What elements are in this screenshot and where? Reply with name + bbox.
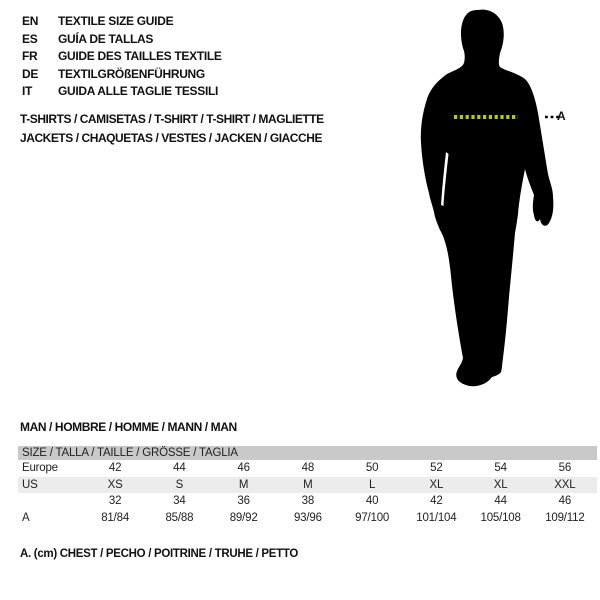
gender-heading: MAN / HOMBRE / HOMME / MANN / MAN xyxy=(20,420,237,434)
size-cell: 40 xyxy=(365,495,379,508)
size-cell: XXL xyxy=(533,477,597,494)
man-body-shape xyxy=(421,10,554,387)
size-cell: XL xyxy=(404,477,468,494)
size-cell: 93/96 xyxy=(293,511,322,524)
size-cell: 56 xyxy=(558,462,572,475)
product-types xyxy=(20,110,324,147)
man-silhouette-svg xyxy=(418,8,578,393)
table-row-chest-a xyxy=(18,510,597,527)
man-silhouette xyxy=(418,8,578,393)
measurement-footnote: A. (cm) CHEST / PECHO / POITRINE / TRUHE / PETTO xyxy=(20,548,299,560)
language-code: DE xyxy=(22,66,39,81)
language-label: TEXTILE SIZE GUIDE xyxy=(58,14,174,28)
size-cell: 46 xyxy=(237,462,250,475)
size-table-header: SIZE / TALLA / TAILLE / GRÖSSE / TAGLIA xyxy=(18,446,597,460)
size-cell: 46 xyxy=(558,495,572,508)
language-row-fr xyxy=(22,48,222,66)
row-label: A xyxy=(22,511,30,524)
size-cell: 52 xyxy=(430,462,443,475)
language-row-it xyxy=(22,83,222,101)
size-cell: XL xyxy=(469,477,533,494)
measure-label-a: A xyxy=(557,109,566,123)
language-row-es xyxy=(22,31,222,49)
size-cell: 85/88 xyxy=(165,511,194,524)
size-table xyxy=(18,446,597,526)
language-code: ES xyxy=(22,31,38,46)
size-cell: 34 xyxy=(173,495,186,508)
language-list xyxy=(22,13,222,101)
size-cell: 32 xyxy=(108,495,122,508)
size-cell: 44 xyxy=(494,495,507,508)
table-row-uk xyxy=(18,493,597,510)
row-label xyxy=(18,493,83,510)
language-label: GUÍA DE TALLAS xyxy=(58,31,154,46)
size-table-header-row xyxy=(18,446,597,460)
product-line-jackets: JACKETS / CHAQUETAS / VESTES / JACKEN / GIACCHE xyxy=(20,130,323,145)
size-cell: 38 xyxy=(301,495,315,508)
size-cell: 44 xyxy=(173,462,186,475)
size-cell: 81/84 xyxy=(101,511,130,524)
size-cell: 42 xyxy=(108,462,122,475)
language-code: IT xyxy=(22,84,33,98)
language-row-de xyxy=(22,66,222,84)
size-cell: M xyxy=(276,477,340,494)
language-code: EN xyxy=(22,14,39,28)
table-row-europe xyxy=(18,460,597,477)
language-label: GUIDE DES TAILLES TEXTILE xyxy=(58,49,222,63)
row-label: Europe xyxy=(22,462,58,475)
size-cell: 36 xyxy=(237,495,250,508)
size-cell: 109/112 xyxy=(545,511,585,524)
size-cell: 89/92 xyxy=(229,511,258,524)
language-row-en xyxy=(22,13,222,31)
size-cell: 101/104 xyxy=(416,511,457,524)
size-cell: L xyxy=(340,477,404,494)
size-cell: M xyxy=(212,477,276,494)
size-cell: 105/108 xyxy=(480,511,521,524)
language-label: GUIDA ALLE TAGLIE TESSILI xyxy=(58,84,219,98)
size-cell: XS xyxy=(83,477,147,494)
size-cell: 97/100 xyxy=(355,511,390,524)
table-row-us xyxy=(18,477,597,494)
language-label: TEXTILGRÖßENFÜHRUNG xyxy=(58,66,205,81)
size-cell: 54 xyxy=(494,462,507,475)
size-cell: 50 xyxy=(365,462,379,475)
size-cell: S xyxy=(147,477,211,494)
size-cell: 48 xyxy=(301,462,315,475)
row-label: US xyxy=(18,477,83,494)
product-line-tshirts: T-SHIRTS / CAMISETAS / T-SHIRT / T-SHIRT / MAGLIETTE xyxy=(20,112,324,126)
language-code: FR xyxy=(22,49,38,63)
size-cell: 42 xyxy=(430,495,443,508)
